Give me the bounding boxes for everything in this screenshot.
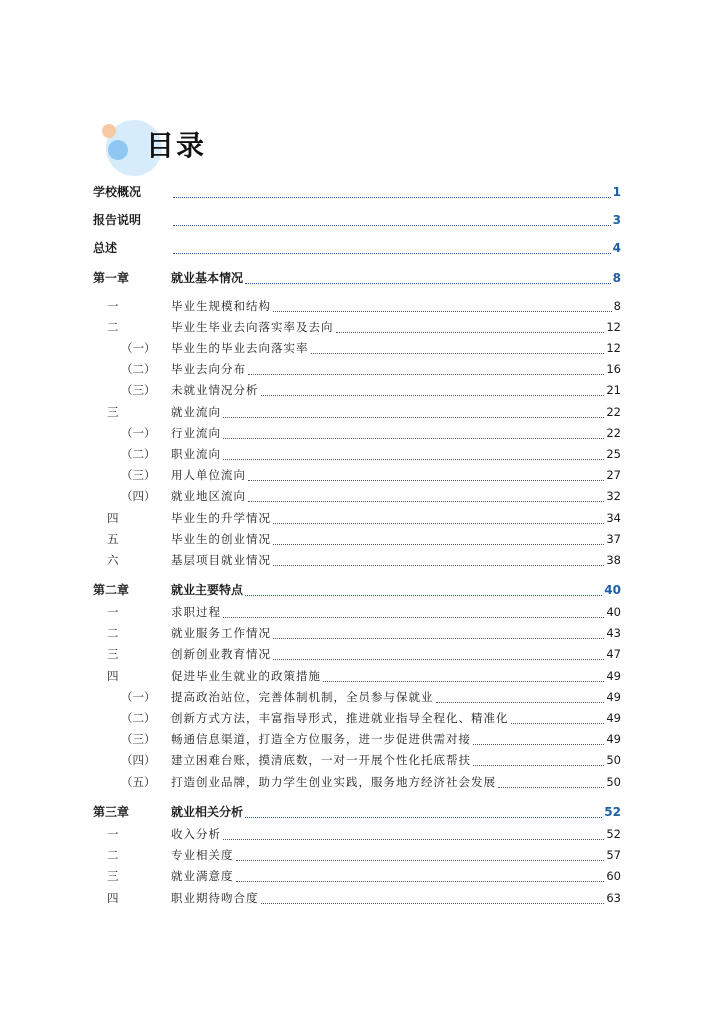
toc-entry-number: 一 [107, 605, 119, 619]
dot-leader [323, 670, 604, 682]
toc-entry-leader [171, 644, 621, 664]
toc-entry[interactable] [93, 750, 621, 770]
dot-leader [436, 691, 605, 703]
toc-entry-leader [171, 338, 621, 358]
toc-entry-number: （三） [121, 383, 156, 397]
toc-entry-page: 49 [606, 711, 621, 725]
toc-entry-leader [171, 182, 621, 202]
toc-entry-leader [171, 666, 621, 686]
toc-entry-number: 二 [107, 320, 119, 334]
toc-entry[interactable] [93, 602, 621, 622]
dot-leader [498, 776, 604, 788]
toc-entry-leader [171, 888, 621, 908]
toc-entry[interactable] [93, 465, 621, 485]
toc-entry-leader [171, 210, 621, 230]
toc-entry-leader [171, 359, 621, 379]
toc-entry[interactable] [93, 623, 621, 643]
toc-entry-page: 57 [606, 848, 621, 862]
toc-entry-page: 4 [612, 241, 621, 255]
toc-entry-title: 毕业生的毕业去向落实率 [171, 341, 309, 355]
toc-entry-leader [171, 708, 621, 728]
toc-entry-leader [171, 508, 621, 528]
toc-entry[interactable] [93, 550, 621, 570]
toc-entry-leader [171, 238, 621, 258]
toc-entry-page: 50 [606, 753, 621, 767]
dot-leader [273, 300, 612, 312]
toc-entry-page: 50 [606, 775, 621, 789]
dot-leader [173, 242, 611, 254]
toc-entry-page: 8 [613, 299, 621, 313]
dot-leader [261, 892, 605, 904]
dot-leader [336, 321, 605, 333]
toc-entry[interactable] [93, 268, 621, 288]
toc-entry-number: 六 [107, 553, 119, 567]
toc-entry-page: 12 [606, 341, 621, 355]
toc-entry-page: 22 [606, 426, 621, 440]
dot-leader [311, 342, 605, 354]
toc-entry-page: 38 [606, 553, 621, 567]
toc-entry[interactable] [93, 402, 621, 422]
toc-entry-title: 就业相关分析 [171, 805, 244, 819]
toc-entry-page: 49 [606, 732, 621, 746]
dot-leader [273, 512, 604, 524]
toc-entry[interactable] [93, 824, 621, 844]
toc-entry-title: 毕业生毕业去向落实率及去向 [171, 320, 334, 334]
toc-entry[interactable] [93, 508, 621, 528]
toc-entry[interactable] [93, 423, 621, 443]
toc-entry[interactable] [93, 666, 621, 686]
toc-entry[interactable] [93, 802, 621, 822]
toc-entry-leader [171, 529, 621, 549]
toc-entry[interactable] [93, 888, 621, 908]
toc-entry-page: 21 [606, 383, 621, 397]
toc-entry-leader [171, 580, 621, 600]
dot-leader [273, 648, 604, 660]
toc-entry-number: 三 [107, 647, 119, 661]
toc-entry-title: 就业服务工作情况 [171, 626, 271, 640]
toc-entry-number: （三） [121, 732, 156, 746]
decorative-circle-blue [108, 140, 128, 160]
toc-entry-title: 收入分析 [171, 827, 221, 841]
toc-entry-number: 第三章 [93, 805, 130, 819]
toc-entry-title: 打造创业品牌，助力学生创业实践，服务地方经济社会发展 [171, 775, 496, 789]
toc-entry-page: 47 [606, 647, 621, 661]
toc-entry-leader [171, 380, 621, 400]
toc-entry-page: 3 [612, 213, 621, 227]
toc-entry[interactable] [93, 644, 621, 664]
toc-entry-number: （四） [121, 753, 156, 767]
toc-entry[interactable] [93, 845, 621, 865]
toc-entry-number: （二） [121, 447, 156, 461]
toc-entry-title: 畅通信息渠道，打造全方位服务，进一步促进供需对接 [171, 732, 471, 746]
toc-entry-number: 四 [107, 891, 119, 905]
toc-entry[interactable] [93, 486, 621, 506]
toc-entry[interactable] [93, 444, 621, 464]
toc-entry-page: 63 [606, 891, 621, 905]
dot-leader [245, 584, 602, 596]
toc-entry[interactable] [93, 296, 621, 316]
toc-entry-title: 就业流向 [171, 405, 221, 419]
toc-entry-leader [171, 296, 621, 316]
toc-entry-page: 22 [606, 405, 621, 419]
toc-entry-leader [171, 845, 621, 865]
toc-entry-page: 16 [606, 362, 621, 376]
toc-entry-page: 52 [606, 827, 621, 841]
toc-entry[interactable] [93, 729, 621, 749]
toc-entry[interactable] [93, 182, 621, 202]
toc-entry[interactable] [93, 772, 621, 792]
dot-leader [261, 384, 605, 396]
toc-entry[interactable] [93, 866, 621, 886]
toc-entry-title: 促进毕业生就业的政策措施 [171, 669, 321, 683]
toc-entry-page: 40 [606, 605, 621, 619]
dot-leader [473, 754, 604, 766]
toc-entry-title: 毕业生的创业情况 [171, 532, 271, 546]
dot-leader [511, 712, 605, 724]
toc-entry-title: 就业主要特点 [171, 583, 244, 597]
toc-entry[interactable] [93, 708, 621, 728]
dot-leader [273, 533, 604, 545]
toc-entry-title: 未就业情况分析 [171, 383, 259, 397]
toc-entry-number: （一） [121, 341, 156, 355]
toc-entry-number: 第一章 [93, 271, 130, 285]
toc-entry-leader [171, 317, 621, 337]
toc-entry[interactable] [93, 687, 621, 707]
toc-entry-number: （二） [121, 711, 156, 725]
toc-entry-number: 总述 [93, 241, 118, 255]
toc-entry-number: （三） [121, 468, 156, 482]
toc-entry-leader [171, 268, 621, 288]
dot-leader [248, 363, 604, 375]
toc-entry-title: 用人单位流向 [171, 468, 246, 482]
toc-entry[interactable] [93, 338, 621, 358]
toc-entry-number: 四 [107, 669, 119, 683]
toc-entry-title: 职业流向 [171, 447, 221, 461]
toc-entry-page: 12 [606, 320, 621, 334]
dot-leader [173, 186, 611, 198]
toc-entry-title: 求职过程 [171, 605, 221, 619]
toc-entry[interactable] [93, 359, 621, 379]
toc-entry-number: 二 [107, 626, 119, 640]
toc-entry-number: 五 [107, 532, 119, 546]
dot-leader [223, 606, 604, 618]
toc-entry[interactable] [93, 529, 621, 549]
toc-entry-page: 60 [606, 869, 621, 883]
toc-entry-title: 毕业生的升学情况 [171, 511, 271, 525]
toc-entry-number: 二 [107, 848, 119, 862]
toc-entry-number: 三 [107, 405, 119, 419]
toc-header [100, 118, 300, 178]
toc-entry-page: 32 [606, 489, 621, 503]
toc-entry-page: 8 [612, 271, 621, 285]
toc-entry[interactable] [93, 317, 621, 337]
dot-leader [473, 733, 604, 745]
dot-leader [236, 870, 605, 882]
toc-entry-page: 25 [606, 447, 621, 461]
toc-entry-number: （二） [121, 362, 156, 376]
toc-entry-page: 49 [606, 669, 621, 683]
toc-entry-page: 40 [604, 583, 621, 597]
toc-entry-title: 职业期待吻合度 [171, 891, 259, 905]
toc-entry-leader [171, 802, 621, 822]
toc-entry-title: 行业流向 [171, 426, 221, 440]
decorative-circle-peach [102, 124, 116, 138]
toc-entry-title: 创新方式方法，丰富指导形式，推进就业指导全程化、精准化 [171, 711, 509, 725]
toc-entry-title: 就业满意度 [171, 869, 234, 883]
toc-entry-number: 三 [107, 869, 119, 883]
toc-entry-leader [171, 729, 621, 749]
toc-entry-leader [171, 486, 621, 506]
toc-entry-page: 37 [606, 532, 621, 546]
dot-leader [248, 469, 604, 481]
dot-leader [223, 427, 604, 439]
toc-entry-page: 43 [606, 626, 621, 640]
toc-entry-page: 27 [606, 468, 621, 482]
toc-entry-number: （一） [121, 426, 156, 440]
toc-entry-number: 四 [107, 511, 119, 525]
toc-entry-number: 一 [107, 299, 119, 313]
toc-entry-title: 建立困难台账，摸清底数，一对一开展个性化托底帮扶 [171, 753, 471, 767]
dot-leader [245, 806, 602, 818]
toc-entry-title: 毕业生规模和结构 [171, 299, 271, 313]
toc-entry-leader [171, 750, 621, 770]
toc-entry-title: 专业相关度 [171, 848, 234, 862]
toc-entry-leader [171, 602, 621, 622]
toc-entry-leader [171, 444, 621, 464]
page-title: 目录 [146, 129, 207, 162]
toc-entry-leader [171, 687, 621, 707]
toc-entry-number: 学校概况 [93, 185, 142, 199]
toc-entry-title: 就业基本情况 [171, 271, 244, 285]
toc-entry-title: 基层项目就业情况 [171, 553, 271, 567]
toc-entry-number: （一） [121, 690, 156, 704]
toc-entry-number: 一 [107, 827, 119, 841]
toc-entry-leader [171, 866, 621, 886]
toc-entry-page: 49 [606, 690, 621, 704]
toc-entry[interactable] [93, 210, 621, 230]
toc-entry-leader [171, 772, 621, 792]
dot-leader [223, 448, 604, 460]
toc-entry-number: 第二章 [93, 583, 130, 597]
toc-entry-title: 创新创业教育情况 [171, 647, 271, 661]
toc-entry-page: 34 [606, 511, 621, 525]
toc-entry[interactable] [93, 580, 621, 600]
dot-leader [273, 627, 604, 639]
toc-entry-page: 1 [612, 185, 621, 199]
toc-entry-number: 报告说明 [93, 213, 142, 227]
toc-entry-leader [171, 423, 621, 443]
toc-entry-number: （五） [121, 775, 156, 789]
dot-leader [245, 272, 611, 284]
toc-entry-leader [171, 465, 621, 485]
toc-entry[interactable] [93, 380, 621, 400]
toc-entry-title: 毕业去向分布 [171, 362, 246, 376]
dot-leader [223, 406, 604, 418]
toc-entry-title: 提高政治站位，完善体制机制，全员参与保就业 [171, 690, 434, 704]
toc-entry-leader [171, 824, 621, 844]
dot-leader [248, 490, 604, 502]
toc-entry-page: 52 [604, 805, 621, 819]
dot-leader [223, 828, 604, 840]
dot-leader [173, 214, 611, 226]
toc-entry-number: （四） [121, 489, 156, 503]
toc-entry-leader [171, 402, 621, 422]
toc-entry-title: 就业地区流向 [171, 489, 246, 503]
dot-leader [236, 849, 605, 861]
toc-entry[interactable] [93, 238, 621, 258]
toc-entry-leader [171, 550, 621, 570]
dot-leader [273, 554, 604, 566]
toc-entry-leader [171, 623, 621, 643]
